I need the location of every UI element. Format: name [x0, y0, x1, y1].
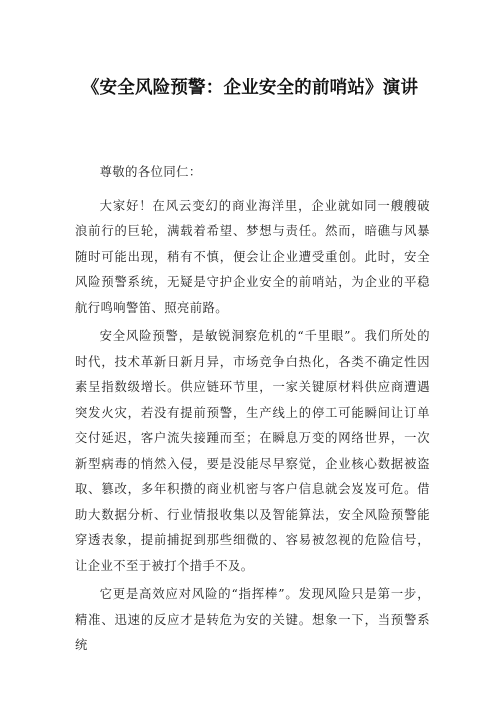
paragraph-1: 大家好！在风云变幻的商业海洋里，企业就如同一艘艘破浪前行的巨轮，满载着希望、梦想与责任。然而，暗礁与风暴随时可能出现，稍有不慎，便会让企业遭受重创。此时，安全风险预警系统，无疑是守护企业安全的前哨站，为企业的平稳航行鸣响警笛、照亮前路。 — [75, 198, 430, 315]
paragraph-3: 它更是高效应对风险的“指挥棒”。发现风险只是第一步，精准、迅速的反应才是转危为安的关键。想象一下，当预警系统 — [75, 587, 430, 652]
document-title: 《安全风险预警：企业安全的前哨站》演讲 — [81, 78, 419, 98]
document-body — [75, 160, 430, 662]
salutation: 尊敬的各位同仁： — [99, 165, 202, 179]
paragraph-2: 安全风险预警，是敏锐洞察危机的“千里眼”。我们所处的时代，技术革新日新月异，市场竞争白热化，各类不确定性因素呈指数级增长。供应链环节里，一家关键原材料供应商遭遇突发火灾，若没有提前预警，生产线上的停工可能瞬间让订单交付延迟，客户流失接踵而至；在瞬息万变的网络世界，一次新型病毒的悄然入侵，要是没能尽早察觉，企业核心数据被盗取、篡改，多年积攒的商业机密与客户信息就会岌岌可危。借助大数据分析、行业情报收集以及智能算法，安全风险预警能穿透表象，提前捕捉到那些细微的、容易被忽视的危险信号，让企业不至于被打个措手不及。 — [75, 329, 430, 573]
